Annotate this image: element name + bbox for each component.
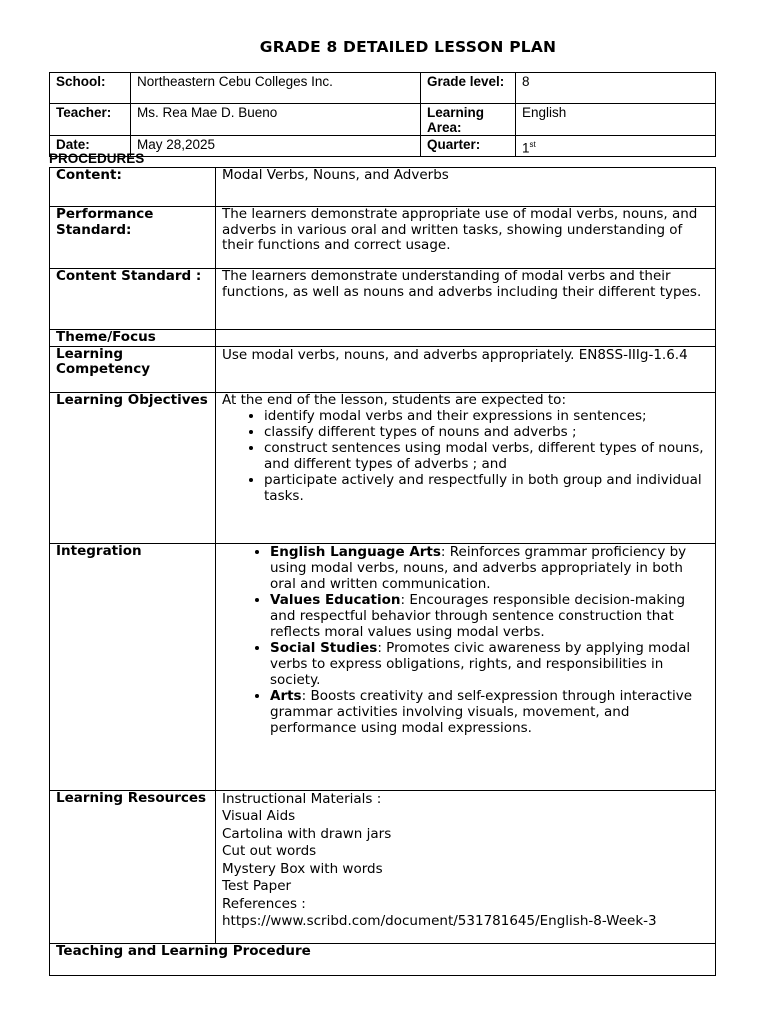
performance-standard-value: The learners demonstrate appropriate use of modal verbs, nouns, and adverbs in various oral and written tasks, showing understanding of their functions and correct usage. <box>216 207 716 269</box>
learning-resources-label: Learning Resources <box>50 790 216 943</box>
teacher-value: Ms. Rea Mae D. Bueno <box>131 104 421 136</box>
info-row-date <box>50 136 716 157</box>
quarter-value <box>516 136 716 157</box>
row-performance-standard <box>50 207 716 269</box>
resource-line: Test Paper <box>222 878 292 894</box>
learning-area-value: English <box>516 104 716 136</box>
theme-focus-label: Theme/Focus <box>50 330 216 347</box>
content-standard-label: Content Standard : <box>50 269 216 330</box>
learning-objectives-label: Learning Objectives <box>50 392 216 543</box>
info-row-teacher <box>50 104 716 136</box>
quarter-label: Quarter: <box>421 136 516 157</box>
integration-value <box>216 543 716 790</box>
procedures-heading: PROCEDURES <box>49 151 145 166</box>
learning-objectives-value <box>216 392 716 543</box>
theme-focus-value <box>216 330 716 347</box>
resource-line: Cartolina with drawn jars <box>222 825 392 842</box>
row-learning-resources <box>50 790 716 943</box>
objective-item: • construct sentences using modal verbs, different types of nouns, and different types of adverbs ; and <box>264 440 709 472</box>
row-content <box>50 168 716 207</box>
content-label: Content: <box>50 168 216 207</box>
integration-item <box>270 544 709 592</box>
objective-item: • classify different types of nouns and adverbs ; <box>264 424 709 440</box>
integration-term: Social Studies <box>270 639 378 656</box>
integration-term: English Language Arts <box>270 543 441 560</box>
content-standard-value: The learners demonstrate understanding of modal verbs and their functions, as well as nouns and adverbs including their different types. <box>216 269 716 330</box>
learning-competency-label: Learning Competency <box>50 346 216 392</box>
date-value: May 28,2025 <box>131 136 421 157</box>
grade-level-value: 8 <box>516 73 716 104</box>
integration-list <box>222 544 709 736</box>
row-teaching-procedure <box>50 943 716 975</box>
school-value: Northeastern Cebu Colleges Inc. <box>131 73 421 104</box>
procedures-table <box>49 167 716 976</box>
integration-item <box>270 640 709 688</box>
row-integration <box>50 543 716 790</box>
integration-term: Arts <box>270 687 302 704</box>
resource-line: Mystery Box with words <box>222 860 383 877</box>
integration-text: : Reinforces grammar proficiency by using modal verbs, nouns, and adverbs appropriately in both oral and written communication. <box>270 543 687 592</box>
info-row-school <box>50 73 716 104</box>
integration-item <box>270 592 709 640</box>
grade-level-label: Grade level: <box>421 73 516 104</box>
learning-area-label: Learning Area: <box>421 104 516 136</box>
row-learning-objectives <box>50 392 716 543</box>
teacher-label: Teacher: <box>50 104 131 136</box>
resource-line: Instructional Materials : <box>222 790 382 807</box>
resource-line: References : <box>222 895 306 912</box>
integration-term: Values Education <box>270 591 401 608</box>
reference-link[interactable]: https://www.scribd.com/document/531781645/English-8-Week-3 <box>222 913 657 929</box>
teaching-procedure-label: Teaching and Learning Procedure <box>50 943 716 975</box>
resource-line: Cut out words <box>222 843 317 859</box>
objective-item: • participate actively and respectfully in both group and individual tasks. <box>264 472 709 504</box>
objective-item: • identify modal verbs and their expressions in sentences; <box>264 408 709 424</box>
integration-text: : Encourages responsible decision-making and respectful behavior through sentence construction that reflects moral values using modal verbs. <box>270 591 686 640</box>
integration-item <box>270 688 709 736</box>
info-table <box>49 72 716 157</box>
quarter-number: 1 <box>522 140 530 156</box>
performance-standard-label: Performance Standard: <box>50 207 216 269</box>
row-content-standard <box>50 269 716 330</box>
row-learning-competency <box>50 346 716 392</box>
learning-competency-value: Use modal verbs, nouns, and adverbs appropriately. EN8SS-IIIg-1.6.4 <box>216 346 716 392</box>
quarter-suffix: st <box>529 140 536 149</box>
integration-label: Integration <box>50 543 216 790</box>
resource-line: Visual Aids <box>222 808 296 824</box>
integration-text: : Boosts creativity and self-expression through interactive grammar activities involving visuals, movement, and performance using modal expressions. <box>270 687 693 736</box>
document-title: GRADE 8 DETAILED LESSON PLAN <box>259 38 557 56</box>
objectives-list <box>222 408 709 504</box>
learning-resources-value <box>216 790 716 943</box>
school-label: School: <box>50 73 131 104</box>
integration-text: : Promotes civic awareness by applying modal verbs to express obligations, rights, and responsibilities in society. <box>270 639 691 688</box>
row-theme-focus <box>50 330 716 347</box>
date-label: Date: <box>50 136 131 157</box>
objectives-intro: At the end of the lesson, students are expected to: <box>222 391 566 408</box>
content-value: Modal Verbs, Nouns, and Adverbs <box>216 168 716 207</box>
